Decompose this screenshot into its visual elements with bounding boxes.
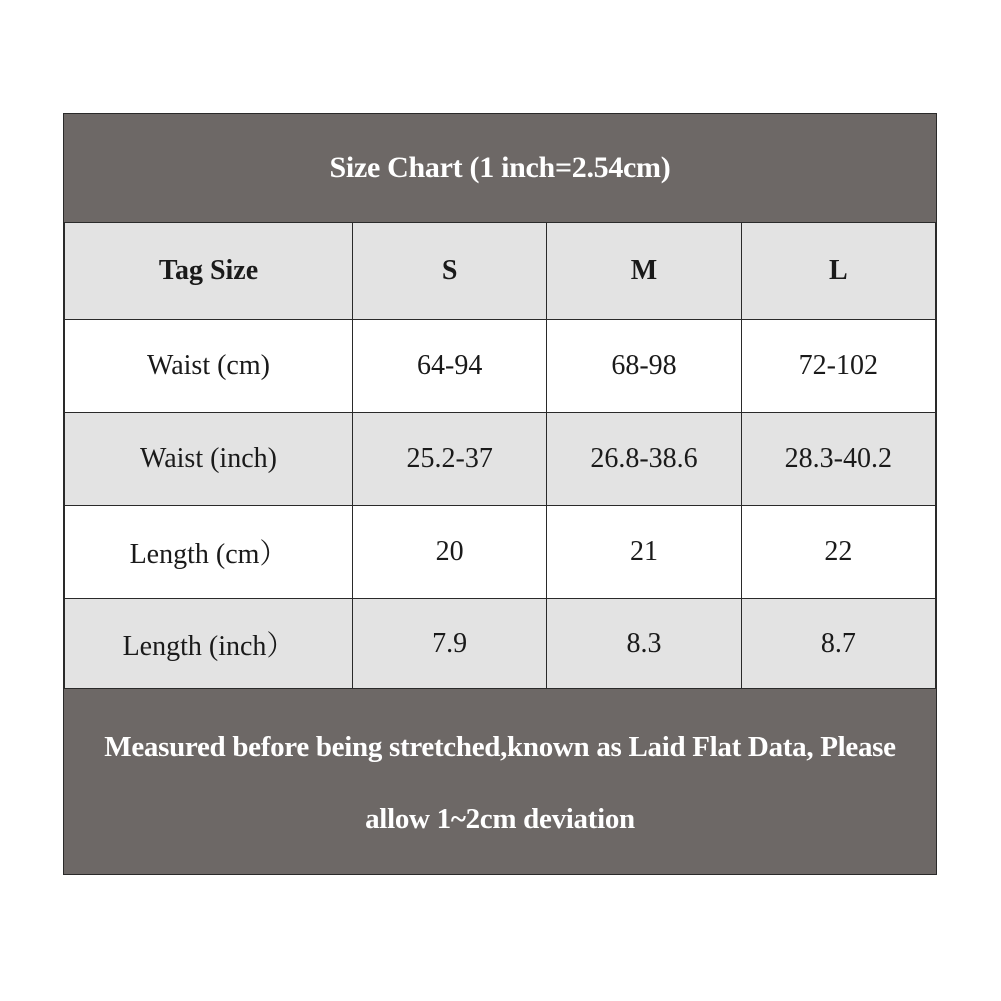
table-cell: 64-94: [353, 320, 547, 413]
row-label: Waist (cm): [65, 320, 353, 413]
table-cell: 68-98: [547, 320, 741, 413]
table-cell: 28.3-40.2: [741, 413, 935, 506]
header-tag-size: Tag Size: [65, 223, 353, 320]
table-cell: 22: [741, 506, 935, 599]
table-cell: 26.8-38.6: [547, 413, 741, 506]
header-size-s: S: [353, 223, 547, 320]
header-size-l: L: [741, 223, 935, 320]
table-cell: 72-102: [741, 320, 935, 413]
note-line-1: Measured before being stretched,known as Laid Flat Data, Please: [104, 730, 896, 763]
table-cell: 8.7: [741, 599, 935, 689]
table-row: [65, 506, 936, 599]
table-cell: 8.3: [547, 599, 741, 689]
row-label: Length (inch）: [65, 599, 353, 689]
table-cell: 20: [353, 506, 547, 599]
table-row: [65, 599, 936, 689]
row-label: Length (cm）: [65, 506, 353, 599]
table-header-row: [65, 223, 936, 320]
table-cell: 7.9: [353, 599, 547, 689]
size-chart: [63, 113, 937, 875]
size-table: [64, 222, 936, 689]
table-cell: 21: [547, 506, 741, 599]
header-size-m: M: [547, 223, 741, 320]
row-label: Waist (inch): [65, 413, 353, 506]
table-cell: 25.2-37: [353, 413, 547, 506]
measurement-note: [64, 692, 936, 873]
note-line-2: allow 1~2cm deviation: [365, 802, 635, 835]
table-row: [65, 320, 936, 413]
table-row: [65, 413, 936, 506]
size-chart-title: Size Chart (1 inch=2.54cm): [329, 151, 671, 184]
